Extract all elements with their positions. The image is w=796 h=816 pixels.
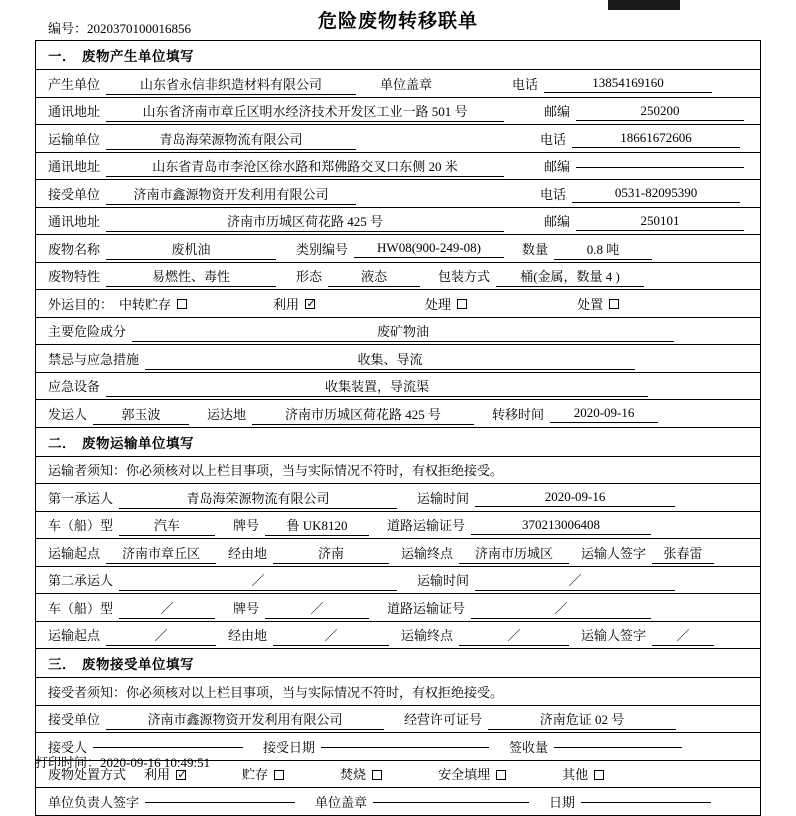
receiver-sign-value [145, 801, 295, 803]
row-second-carrier [36, 567, 760, 595]
first-via-value: 济南 [273, 543, 389, 564]
waste-feature-label: 废物特性 [48, 269, 101, 285]
row-sender [36, 400, 760, 428]
transport-address-value: 山东省青岛市李沧区徐水路和郑佛路交叉口东侧 20 米 [106, 156, 504, 177]
row-waste-name [36, 235, 760, 263]
receiving-unit-label: 接受单位 [48, 712, 101, 728]
first-plate-value: 鲁 UK8120 [265, 515, 369, 536]
row-receiver-signature [36, 788, 760, 815]
waste-package-label: 包装方式 [438, 269, 491, 285]
receiver-phone-value: 0531-82095390 [572, 185, 740, 203]
row-receiving-unit [36, 706, 760, 734]
receiving-person-label: 接受人 [48, 739, 88, 755]
producer-phone-label: 电话 [512, 76, 539, 92]
waste-form-value: 液态 [328, 266, 420, 287]
purpose-option-1-checkbox[interactable] [305, 299, 315, 309]
row-second-vehicle [36, 594, 760, 622]
second-sign-label: 运输人签字 [581, 628, 647, 644]
emergency-equipment-label: 应急设备 [48, 379, 101, 395]
transport-unit-value: 青岛海荣源物流有限公司 [106, 129, 356, 150]
second-origin-label: 运输起点 [48, 628, 101, 644]
receiver-address-label: 通讯地址 [48, 214, 101, 230]
transfer-manifest-table [35, 40, 761, 816]
second-carrier-value: ／ [119, 570, 397, 591]
receiving-person-value [93, 746, 243, 748]
disposal-option-2-checkbox[interactable] [372, 770, 382, 780]
section-title: 废物产生单位填写 [82, 49, 194, 64]
page-title: 危险废物转移联单 [317, 11, 478, 32]
disposal-option-4-label: 其他 [562, 767, 589, 783]
receiver-zip-value: 250101 [576, 213, 744, 231]
purpose-option-2-label: 处理 [425, 296, 452, 312]
row-first-vehicle [36, 512, 760, 540]
transport-address-label: 通讯地址 [48, 159, 101, 175]
section-number: 二． [48, 435, 76, 451]
first-license-label: 道路运输证号 [387, 518, 466, 534]
row-hazard-component [36, 318, 760, 346]
purpose-option-3-label: 处置 [577, 296, 604, 312]
section-header-receiver-text [36, 649, 204, 677]
second-license-value: ／ [471, 598, 651, 619]
second-sign-value: ／ [652, 625, 714, 646]
row-first-route [36, 539, 760, 567]
sender-value: 郭玉波 [93, 404, 189, 425]
disposal-option-1-label: 贮存 [242, 767, 269, 783]
waste-category-value: HW08(900-249-08) [354, 240, 504, 258]
second-carrier-time-value: ／ [475, 570, 675, 591]
print-time-label: 打印时间： [35, 755, 101, 770]
second-origin-value: ／ [106, 625, 216, 646]
purpose-option-2-checkbox[interactable] [457, 299, 467, 309]
row-emergency-equipment [36, 373, 760, 401]
row-purpose [36, 290, 760, 318]
producer-address-label: 通讯地址 [48, 104, 101, 120]
first-plate-label: 牌号 [233, 518, 260, 534]
transfer-date-label: 转移时间 [492, 406, 545, 422]
disposal-method-label: 废物处置方式 [48, 767, 127, 783]
transport-phone-label: 电话 [540, 131, 567, 147]
permit-number-value: 济南危证 02 号 [488, 709, 676, 730]
row-transport-unit [36, 125, 760, 153]
disposal-option-3-checkbox[interactable] [496, 770, 506, 780]
first-carrier-value: 青岛海荣源物流有限公司 [119, 488, 397, 509]
disposal-option-2-label: 焚烧 [340, 767, 367, 783]
section-header-receiver [36, 649, 760, 678]
section-header-transport-text [36, 428, 204, 456]
second-carrier-time-label: 运输时间 [417, 573, 470, 589]
transport-zip-label: 邮编 [544, 159, 571, 175]
producer-zip-label: 邮编 [544, 104, 571, 120]
receiver-address-value: 济南市历城区荷花路 425 号 [106, 211, 504, 232]
first-origin-value: 济南市章丘区 [106, 543, 216, 564]
emergency-equipment-value: 收集装置，导流渠 [106, 376, 648, 397]
disposal-option-4-checkbox[interactable] [594, 770, 604, 780]
row-waste-feature [36, 263, 760, 291]
receiver-date2-value [581, 801, 711, 803]
second-carrier-label: 第二承运人 [48, 573, 114, 589]
print-time [35, 752, 210, 771]
section-number: 三． [48, 657, 76, 672]
section-title: 废物接受单位填写 [82, 657, 194, 672]
first-end-label: 运输终点 [401, 545, 454, 561]
first-carrier-time-value: 2020-09-16 [475, 489, 675, 507]
waste-name-label: 废物名称 [48, 241, 101, 257]
receiver-date2-label: 日期 [549, 794, 576, 810]
serial-value: 2020370100016856 [87, 21, 192, 36]
receiver-unit-value: 济南市鑫源物资开发利用有限公司 [106, 184, 356, 205]
second-license-label: 道路运输证号 [387, 600, 466, 616]
row-transport-notice [36, 457, 760, 485]
section-header-producer [36, 41, 760, 70]
row-receiver-notice [36, 678, 760, 706]
second-plate-label: 牌号 [233, 600, 260, 616]
taboo-measures-label: 禁忌与应急措施 [48, 351, 140, 367]
purpose-option-3-checkbox[interactable] [609, 299, 619, 309]
waste-form-label: 形态 [296, 269, 323, 285]
second-via-label: 经由地 [228, 628, 268, 644]
waste-category-label: 类别编号 [296, 241, 349, 257]
row-first-carrier [36, 484, 760, 512]
second-vehicle-label: 车（船）型 [48, 600, 114, 616]
second-end-value: ／ [459, 625, 569, 646]
producer-unit-label: 产生单位 [48, 76, 101, 92]
section-number: 一． [48, 49, 76, 64]
producer-zip-value: 250200 [576, 103, 744, 121]
transport-phone-value: 18661672606 [572, 130, 740, 148]
permit-number-label: 经营许可证号 [404, 712, 483, 728]
row-receiver-address [36, 208, 760, 236]
first-origin-label: 运输起点 [48, 545, 101, 561]
first-vehicle-value: 汽车 [119, 515, 215, 536]
waste-feature-value: 易燃性、毒性 [106, 266, 276, 287]
transport-unit-label: 运输单位 [48, 131, 101, 147]
producer-seal-label: 单位盖章 [380, 76, 433, 92]
row-second-route [36, 622, 760, 650]
row-taboo-measures [36, 345, 760, 373]
receiver-notice-text: 接受者须知：你必须核对以上栏目事项，当与实际情况不符时，有权拒绝接受。 [48, 684, 504, 700]
disposal-option-0-checkbox[interactable] [176, 770, 186, 780]
transfer-date-value: 2020-09-16 [550, 405, 658, 423]
purpose-option-1-label: 利用 [273, 296, 300, 312]
transport-notice-text: 运输者须知：你必须核对以上栏目事项，当与实际情况不符时，有权拒绝接受。 [48, 463, 504, 479]
print-time-value: 2020-09-16 10:49:51 [100, 755, 211, 770]
transport-zip-value [576, 166, 744, 168]
purpose-label: 外运目的： [48, 296, 114, 312]
second-plate-value: ／ [265, 598, 369, 619]
row-producer-address [36, 98, 760, 126]
receiver-seal-label: 单位盖章 [315, 794, 368, 810]
first-carrier-label: 第一承运人 [48, 490, 114, 506]
receiving-unit-value: 济南市鑫源物资开发利用有限公司 [106, 709, 384, 730]
purpose-option-0-checkbox[interactable] [177, 299, 187, 309]
receiving-date-value [321, 746, 489, 748]
waste-qty-label: 数量 [522, 241, 549, 257]
receiver-zip-label: 邮编 [544, 214, 571, 230]
section-header-producer-text [36, 41, 204, 69]
waste-name-value: 废机油 [106, 239, 276, 260]
first-vehicle-label: 车（船）型 [48, 518, 114, 534]
destination-value: 济南市历城区荷花路 425 号 [252, 404, 474, 425]
receiver-seal-value [373, 801, 529, 803]
stamp-mark [608, 0, 680, 10]
first-sign-value: 张春雷 [652, 543, 714, 564]
first-carrier-time-label: 运输时间 [417, 490, 470, 506]
purpose-option-0-label: 中转贮存 [119, 296, 172, 312]
waste-package-value: 桶(金属，数量 4 ) [496, 266, 644, 287]
first-sign-label: 运输人签字 [581, 545, 647, 561]
producer-unit-value: 山东省永信非织造材料有限公司 [106, 74, 356, 95]
serial-label: 编号： [48, 21, 88, 36]
first-end-value: 济南市历城区 [459, 543, 569, 564]
second-end-label: 运输终点 [401, 628, 454, 644]
waste-qty-value: 0.8 吨 [554, 239, 652, 260]
received-qty-value [554, 746, 682, 748]
disposal-option-3-label: 安全填埋 [438, 767, 491, 783]
first-via-label: 经由地 [228, 545, 268, 561]
received-qty-label: 签收量 [509, 739, 549, 755]
disposal-option-0-label: 利用 [144, 767, 171, 783]
second-via-value: ／ [273, 625, 389, 646]
first-license-value: 370213006408 [471, 517, 651, 535]
sender-label: 发运人 [48, 406, 88, 422]
receiver-unit-label: 接受单位 [48, 186, 101, 202]
receiver-phone-label: 电话 [540, 186, 567, 202]
producer-address-value: 山东省济南市章丘区明水经济技术开发区工业一路 501 号 [106, 101, 504, 122]
receiving-date-label: 接受日期 [263, 739, 316, 755]
second-vehicle-value: ／ [119, 598, 215, 619]
taboo-measures-value: 收集、导流 [145, 349, 635, 370]
producer-phone-value: 13854169160 [544, 75, 712, 93]
section-title: 废物运输单位填写 [82, 435, 194, 451]
hazard-component-value: 废矿物油 [132, 321, 674, 342]
section-header-transport [36, 428, 760, 457]
destination-label: 运达地 [207, 406, 247, 422]
document-header [0, 0, 796, 40]
disposal-option-1-checkbox[interactable] [274, 770, 284, 780]
hazard-component-label: 主要危险成分 [48, 324, 127, 340]
row-receiver-unit [36, 180, 760, 208]
row-transport-address [36, 153, 760, 181]
receiver-sign-label: 单位负责人签字 [48, 794, 140, 810]
row-producer-unit [36, 70, 760, 98]
